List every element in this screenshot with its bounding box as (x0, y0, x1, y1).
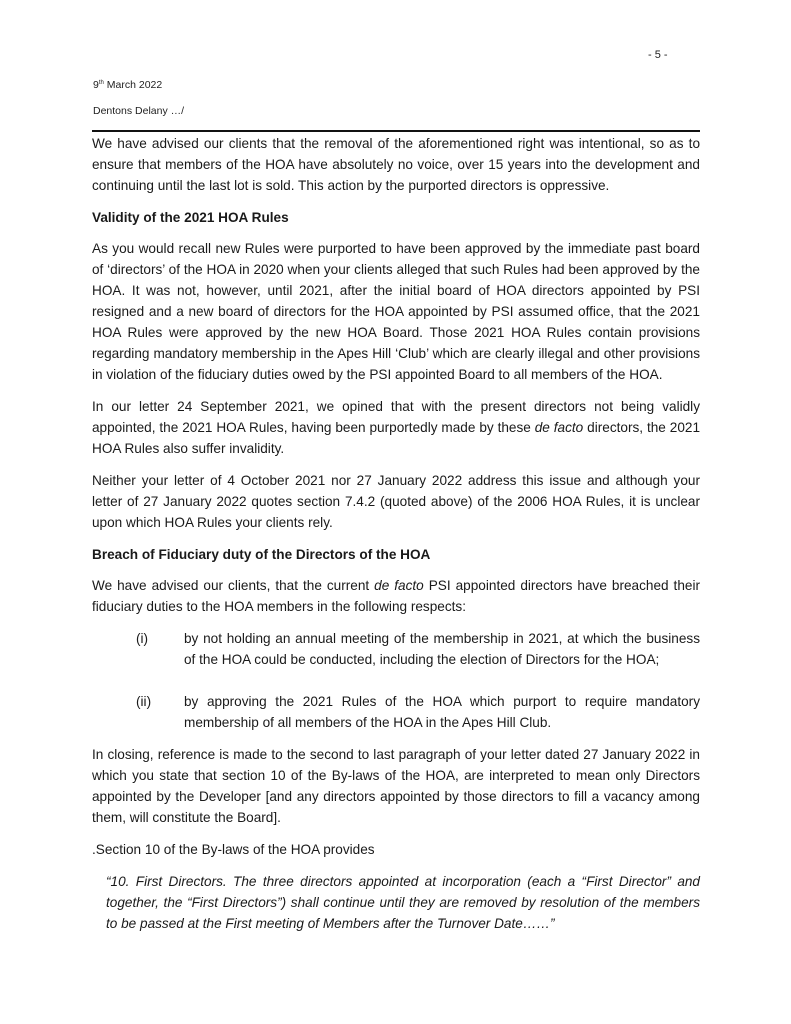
date-suffix: th (98, 80, 104, 86)
italic-de-facto: de facto (374, 578, 424, 593)
paragraph-in-closing: In closing, reference is made to the second to last paragraph of your letter dated 27 January 2022 in which you state that section 10 of the By-laws of the HOA, are interpreted to mean only Directors appointed by the Developer [and any directors appointed by those directors to fill a vacancy among them, will constitute the Board]. (92, 747, 700, 825)
paragraph-advised-breach (92, 575, 700, 617)
addressee: Dentons Delany …/ (93, 105, 185, 117)
heading-validity: Validity of the 2021 HOA Rules (92, 210, 289, 225)
quote-section-10: “10. First Directors. The three directors appointed at incorporation (each a “First Director” and together, the “First Directors”) shall continue until they are removed by resolution of the members to be passed at the First meeting of Members after the Turnover Date……” (106, 874, 700, 931)
list-item-number: (i) (136, 631, 149, 646)
list-item-text: by not holding an annual meeting of the membership in 2021, at which the business of the HOA could be conducted, including the election of Directors for the HOA; (184, 631, 700, 667)
letter-date (93, 79, 162, 91)
page-number: - 5 - (648, 49, 668, 61)
text-fragment: We have advised our clients, that the current (92, 578, 375, 593)
breach-list (92, 628, 700, 733)
list-item (92, 628, 700, 670)
list-item (92, 691, 700, 733)
italic-de-facto: de facto (534, 420, 584, 435)
list-item-text: by approving the 2021 Rules of the HOA which purport to require mandatory membership of all members of the HOA in the Apes Hill Club. (184, 694, 700, 730)
date-day: 9 (93, 79, 99, 91)
text-fragment: directors, the 2021 HOA Rules also suffer invalidity. (92, 420, 701, 456)
text-fragment: PSI appointed directors have breached their fiduciary duties to the HOA members in the following respects: (92, 578, 700, 614)
header-rule (92, 130, 700, 132)
paragraph-removal-of-right: We have advised our clients that the removal of the aforementioned right was intentional, so as to ensure that members of the HOA have absolutely no voice, over 15 years into the development and continuing until the last lot is sold. This action by the purported directors is oppressive. (92, 136, 700, 193)
paragraph-letter-september (92, 396, 700, 459)
date-rest: March 2022 (103, 79, 163, 91)
heading-breach: Breach of Fiduciary duty of the Directors of the HOA (92, 547, 431, 562)
paragraph-section-10: .Section 10 of the By-laws of the HOA provides (92, 842, 375, 857)
paragraph-neither-letter: Neither your letter of 4 October 2021 nor 27 January 2022 address this issue and although your letter of 27 January 2022 quotes section 7.4.2 (quoted above) of the 2006 HOA Rules, it is unclear upon which HOA Rules your clients rely. (92, 473, 700, 530)
paragraph-new-rules: As you would recall new Rules were purported to have been approved by the immediate past board of ‘directors’ of the HOA in 2020 when your clients alleged that such Rules had been approved by the HOA. It was not, however, until 2021, after the initial board of HOA directors appointed by PSI resigned and a new board of directors for the HOA appointed by PSI assumed office, that the 2021 HOA Rules were approved by the new HOA Board. Those 2021 HOA Rules contain provisions regarding mandatory membership in the Apes Hill ‘Club’ which are clearly illegal and other provisions in violation of the fiduciary duties owed by the PSI appointed Board to all members of the HOA. (92, 241, 700, 382)
letter-body (92, 133, 700, 945)
text-fragment: In our letter 24 September 2021, we opined that with the present directors not being validly appointed, the 2021 HOA Rules, having been purportedly made by these (92, 399, 700, 435)
list-item-number: (ii) (136, 694, 152, 709)
